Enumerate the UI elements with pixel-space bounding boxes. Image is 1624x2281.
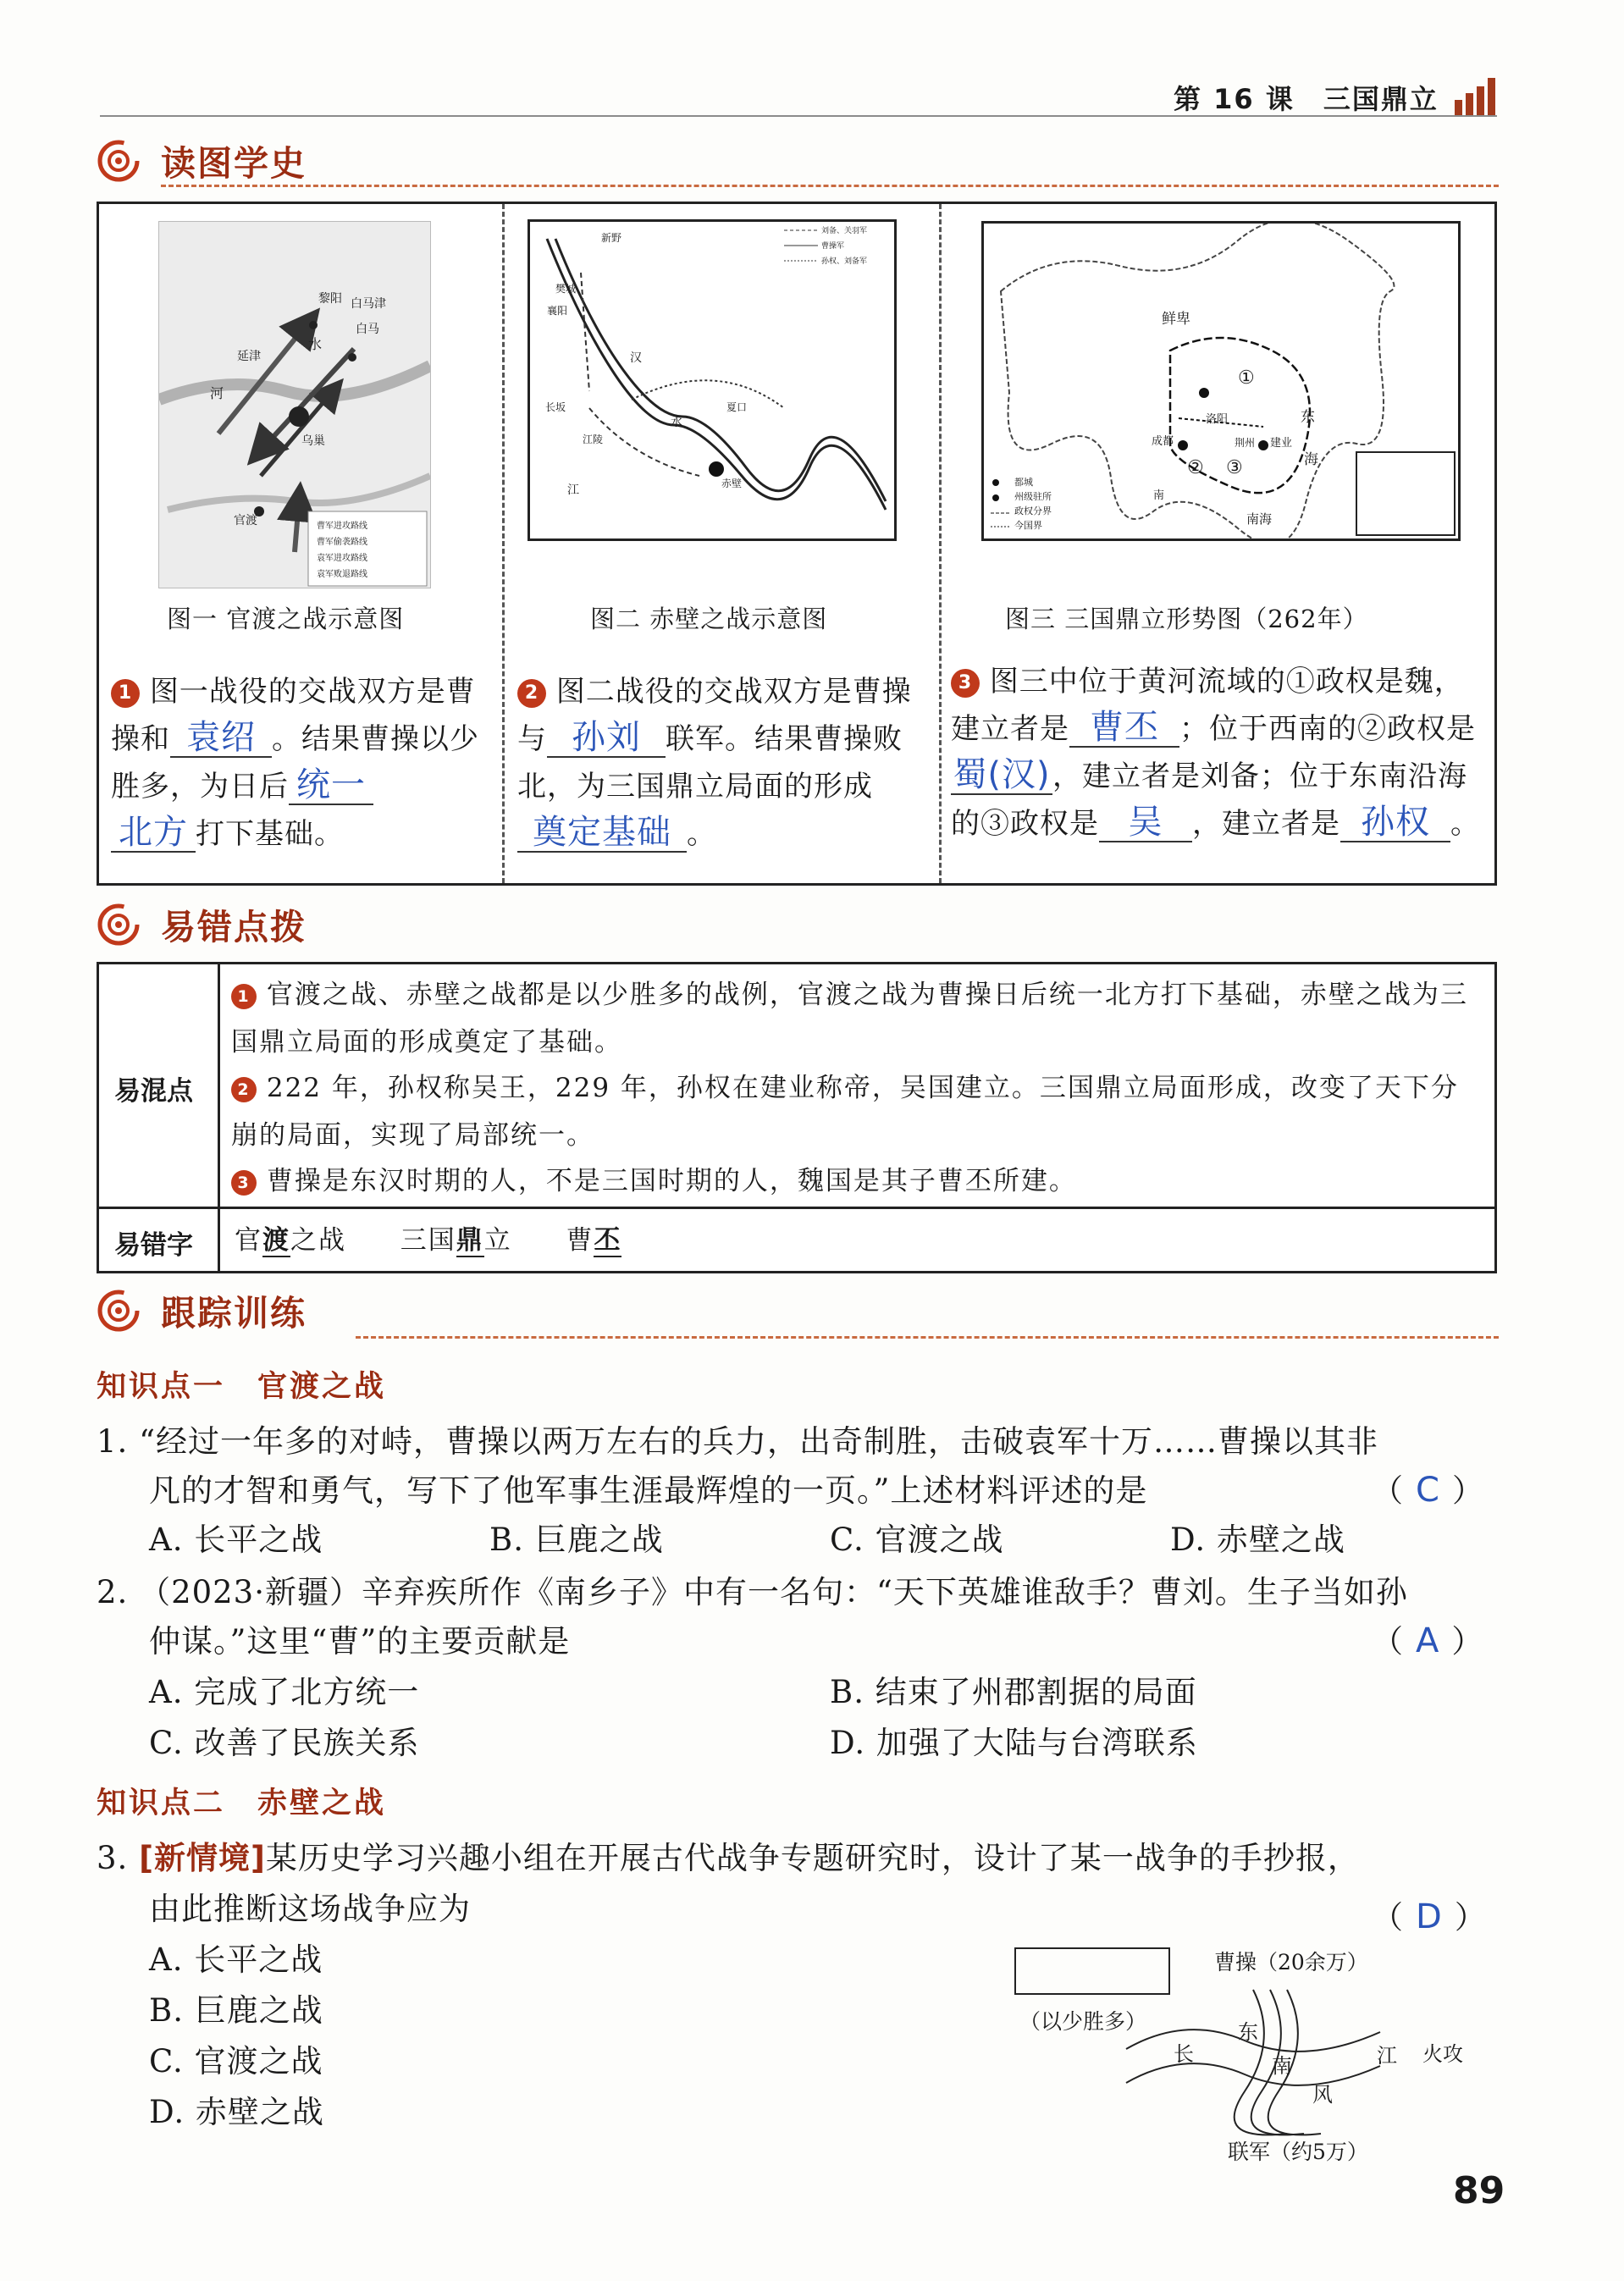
- label-dong: 东: [1301, 409, 1315, 426]
- column-divider: [939, 204, 942, 883]
- label-xiangyang: 襄阳: [547, 305, 568, 317]
- label-lianjun: 联军（约5万）: [1228, 2140, 1368, 2164]
- label-luoyang: 洛阳: [1206, 413, 1229, 426]
- read-question-3: [951, 658, 1484, 848]
- question-3-line-1: 3. [新情境]某历史学习兴趣小组在开展古代战争专题研究时，设计了某一战争的手抄报，: [97, 1840, 1360, 1876]
- label-shui: 水: [671, 416, 682, 429]
- question-badge: 1: [111, 679, 140, 708]
- emphasized-char: 鼎: [456, 1225, 484, 1256]
- section-title: 读图学史: [161, 143, 307, 184]
- q1-answer-1: 袁绍: [170, 719, 272, 758]
- label-chang: 长: [1174, 2042, 1194, 2066]
- header-rule: [100, 115, 1497, 117]
- errors-table: [97, 962, 1497, 1273]
- table-col-rule: [218, 964, 220, 1271]
- label-chibi: 赤壁: [721, 478, 743, 489]
- label-he: 河: [210, 385, 224, 401]
- caption-fig1: 图一 官渡之战示意图: [167, 605, 405, 633]
- map-three-kingdoms: [981, 221, 1461, 541]
- label-wrong-chars: 易错字: [114, 1230, 193, 1261]
- option-a: A. 长平之战: [149, 1522, 323, 1558]
- emphasized-char: 渡: [262, 1225, 290, 1256]
- q1-text-a: 图一战役的交战双方是曹操和: [111, 675, 476, 756]
- label-caocao: 曹操（20余万）: [1214, 1950, 1368, 1974]
- legend-item: 曹军进攻路线: [317, 522, 367, 531]
- question-1-line-1: 1. “经过一年多的对峙，曹操以两万左右的兵力，出奇制胜，击破袁军十万……曹操以其非: [97, 1423, 1378, 1460]
- label-nan: 南: [1272, 2054, 1292, 2078]
- legend-item: 孙权、刘备军: [821, 257, 868, 266]
- legend-chibi: [821, 224, 867, 269]
- legend-item: 曹操军: [821, 242, 845, 251]
- label-feng: 风: [1312, 2083, 1333, 2107]
- answer-letter: A: [1416, 1621, 1440, 1660]
- wrong-chars-list: 官渡之战 三国鼎立 曹丕: [235, 1225, 622, 1256]
- confusion-text: 222 年，孙权称吴王，229 年，孙权在建业称帝，吴国建立。三国鼎立局面形成，改变了天下分崩的局面，实现了局部统一。: [231, 1073, 1459, 1151]
- label-jianye: 建业: [1270, 437, 1293, 450]
- section-divider: [356, 1336, 1499, 1339]
- confusion-text: 官渡之战、赤壁之战都是以少胜多的战例，官渡之战为曹操日后统一北方打下基础，赤壁之战为三国鼎立局面的形成奠定了基础。: [231, 980, 1468, 1058]
- read-map-box: [97, 202, 1497, 886]
- option-b: B. 巨鹿之战: [489, 1522, 664, 1558]
- legend-item: 政权分界: [1014, 505, 1052, 516]
- label-baima: 白马: [356, 323, 379, 336]
- label-huogong: 火攻: [1422, 2042, 1463, 2066]
- label-shaosheng: （以少胜多）: [1019, 2009, 1147, 2034]
- question-2-answer: （ A ）: [1372, 1621, 1484, 1660]
- q3-answer-4: 孙权: [1340, 804, 1450, 842]
- read-question-2: [517, 668, 927, 858]
- question-1-line-2: 凡的才智和勇气，写下了他军事生涯最辉煌的一页。”上述材料评述的是: [149, 1472, 1148, 1509]
- label-jingzhou: 荆州: [1235, 437, 1256, 449]
- label-region-3: ③: [1226, 457, 1243, 478]
- label-shui: 水: [308, 336, 323, 352]
- label-confusion: 易混点: [114, 1076, 193, 1107]
- legend-item: 曹军偷袭路线: [317, 538, 367, 547]
- legend-item: 都城: [1014, 477, 1033, 488]
- question-badge: 2: [517, 679, 546, 708]
- river-waves-svg: [1118, 1973, 1389, 2142]
- label-baimajin: 白马津: [351, 297, 386, 311]
- emphasized-char: 丕: [594, 1225, 622, 1256]
- section-title: 跟踪训练: [161, 1293, 307, 1334]
- lesson-header: [1174, 78, 1439, 117]
- q2-text-b: 联军。结果曹操败北，为三国鼎立局面的形成: [517, 722, 903, 804]
- column-divider: [502, 204, 505, 883]
- legend-item: 州级驻所: [1014, 491, 1052, 502]
- knowledge-point-2: 知识点二 赤壁之战: [97, 1787, 387, 1820]
- label-fancheng: 樊城: [555, 283, 577, 295]
- label-xianbei: 鲜卑: [1162, 311, 1190, 328]
- legend-item: 袁军败退路线: [317, 570, 367, 579]
- q1-text-b: 。结果曹操以少胜多，为日后: [111, 722, 479, 804]
- label-nan: 南: [1153, 489, 1165, 502]
- question-2-line-1: 2. （2023·新疆）辛弃疾所作《南乡子》中有一名句：“天下英雄谁敌手？曹刘。生子当如孙: [97, 1574, 1408, 1610]
- q2-answer-2: 奠定基础: [517, 814, 687, 853]
- label-dong: 东: [1238, 2020, 1258, 2044]
- section-title: 易错点拨: [161, 907, 307, 947]
- label-xinye: 新野: [601, 232, 622, 244]
- lesson-title: 三国鼎立: [1323, 83, 1439, 115]
- guandu-map-svg: [159, 222, 430, 588]
- q3-text-d: ，建立者是: [1192, 807, 1340, 841]
- label-region-1: ①: [1238, 367, 1255, 389]
- legend-item: 今国界: [1014, 520, 1042, 531]
- question-1-answer: （ C ）: [1372, 1471, 1484, 1510]
- q2-text-a: 图二战役的交战双方是曹操与: [517, 675, 912, 756]
- label-guandu: 官渡: [234, 514, 257, 527]
- q2-answer-1: 孙刘: [547, 719, 666, 758]
- option-a: A. 完成了北方统一: [149, 1674, 420, 1710]
- question-3-answer: （ D ）: [1372, 1897, 1487, 1936]
- q3-answer-2: 蜀(汉): [951, 756, 1052, 795]
- bars-icon: [1455, 78, 1505, 115]
- target-icon: [97, 139, 141, 183]
- question-2-line-2: 仲谋。”这里“曹”的主要贡献是: [149, 1623, 571, 1660]
- caption-fig2: 图二 赤壁之战示意图: [590, 605, 828, 633]
- section-divider: [161, 185, 1499, 187]
- q3-answer-1: 曹丕: [1069, 709, 1179, 748]
- three-kingdoms-map-svg: [984, 224, 1458, 538]
- new-context-tag: [新情境]: [139, 1840, 266, 1876]
- confusion-text: 曹操是东汉时期的人，不是三国时期的人，魏国是其子曹丕所建。: [266, 1166, 1077, 1196]
- q1-text-c: 打下基础。: [196, 817, 344, 851]
- option-c: C. 改善了民族关系: [149, 1725, 420, 1761]
- knowledge-point-1: 知识点一 官渡之战: [97, 1370, 387, 1404]
- label-nanhai: 南海: [1246, 511, 1273, 527]
- map-chibi: [528, 219, 897, 541]
- legend-three-kingdoms: [1014, 475, 1052, 533]
- label-jiangling: 江陵: [583, 434, 604, 445]
- option-d: D. 加强了大陆与台湾联系: [830, 1725, 1198, 1761]
- q1-answer-2: 统一: [289, 766, 373, 805]
- option-d: D. 赤壁之战: [1170, 1522, 1345, 1558]
- read-question-1: [111, 668, 492, 858]
- legend-item: 袁军进攻路线: [317, 554, 367, 563]
- caption-fig3: 图三 三国鼎立形势图（262年）: [1005, 605, 1368, 633]
- option-c: C. 官渡之战: [149, 2043, 323, 2079]
- lesson-number: 第 16 课: [1174, 83, 1295, 115]
- option-b: B. 巨鹿之战: [149, 1992, 323, 2029]
- q3-text-c: ，建立者是刘备；位于东南沿海的③政权是: [951, 759, 1467, 841]
- confusion-item-2: 2 222 年，孙权称吴王，229 年，孙权在建业称帝，吴国建立。三国鼎立局面形成，改变了天下分崩的局面，实现了局部统一。: [231, 1073, 1459, 1151]
- page-number: 89: [1453, 2169, 1505, 2212]
- label-chengdu: 成都: [1152, 435, 1174, 448]
- q2-text-c: 。: [687, 817, 716, 851]
- label-jiang: 江: [567, 483, 579, 497]
- q1-answer-3: 北方: [111, 814, 196, 853]
- confusion-item-1: 1 官渡之战、赤壁之战都是以少胜多的战例，官渡之战为曹操日后统一北方打下基础，赤壁之战为三国鼎立局面的形成奠定了基础。: [231, 980, 1468, 1058]
- confusion-item-3: 3 曹操是东汉时期的人，不是三国时期的人，魏国是其子曹丕所建。: [231, 1157, 1483, 1205]
- target-icon: [97, 903, 141, 947]
- label-liyang: 黎阳: [318, 292, 342, 306]
- answer-letter: C: [1416, 1471, 1440, 1510]
- option-b: B. 结束了州郡割据的局面: [830, 1674, 1197, 1710]
- map-guandu: [158, 221, 431, 588]
- option-c: C. 官渡之战: [830, 1522, 1004, 1558]
- battle-handout-diagram: [1008, 1939, 1465, 2168]
- q3-answer-3: 吴: [1099, 804, 1192, 842]
- legend-item: 刘备、关羽军: [821, 227, 868, 235]
- label-xiakou: 夏口: [726, 401, 748, 413]
- table-row-rule: [99, 1207, 1494, 1209]
- label-yanjin: 延津: [237, 350, 261, 363]
- question-3-line-2: 由此推断这场战争应为: [149, 1891, 471, 1927]
- option-d: D. 赤壁之战: [149, 2094, 324, 2130]
- target-icon: [97, 1289, 141, 1333]
- q3-text-a: 图三中位于黄河流域的①政权是魏，建立者是: [951, 665, 1464, 746]
- q3-text-e: 。: [1450, 807, 1480, 841]
- label-wuchao: 乌巢: [301, 434, 325, 448]
- legend-guandu: [317, 518, 367, 583]
- label-jiang: 江: [1377, 2044, 1397, 2068]
- answer-letter: D: [1416, 1897, 1443, 1936]
- label-hai: 海: [1304, 451, 1318, 468]
- q3-text-b: ；位于西南的②政权是: [1179, 712, 1476, 746]
- label-han: 汉: [630, 351, 642, 365]
- chibi-map-svg: [530, 222, 894, 538]
- label-changban: 长坂: [545, 401, 566, 413]
- question-badge: 3: [951, 669, 980, 698]
- option-a: A. 长平之战: [149, 1941, 323, 1978]
- label-region-2: ②: [1187, 457, 1204, 478]
